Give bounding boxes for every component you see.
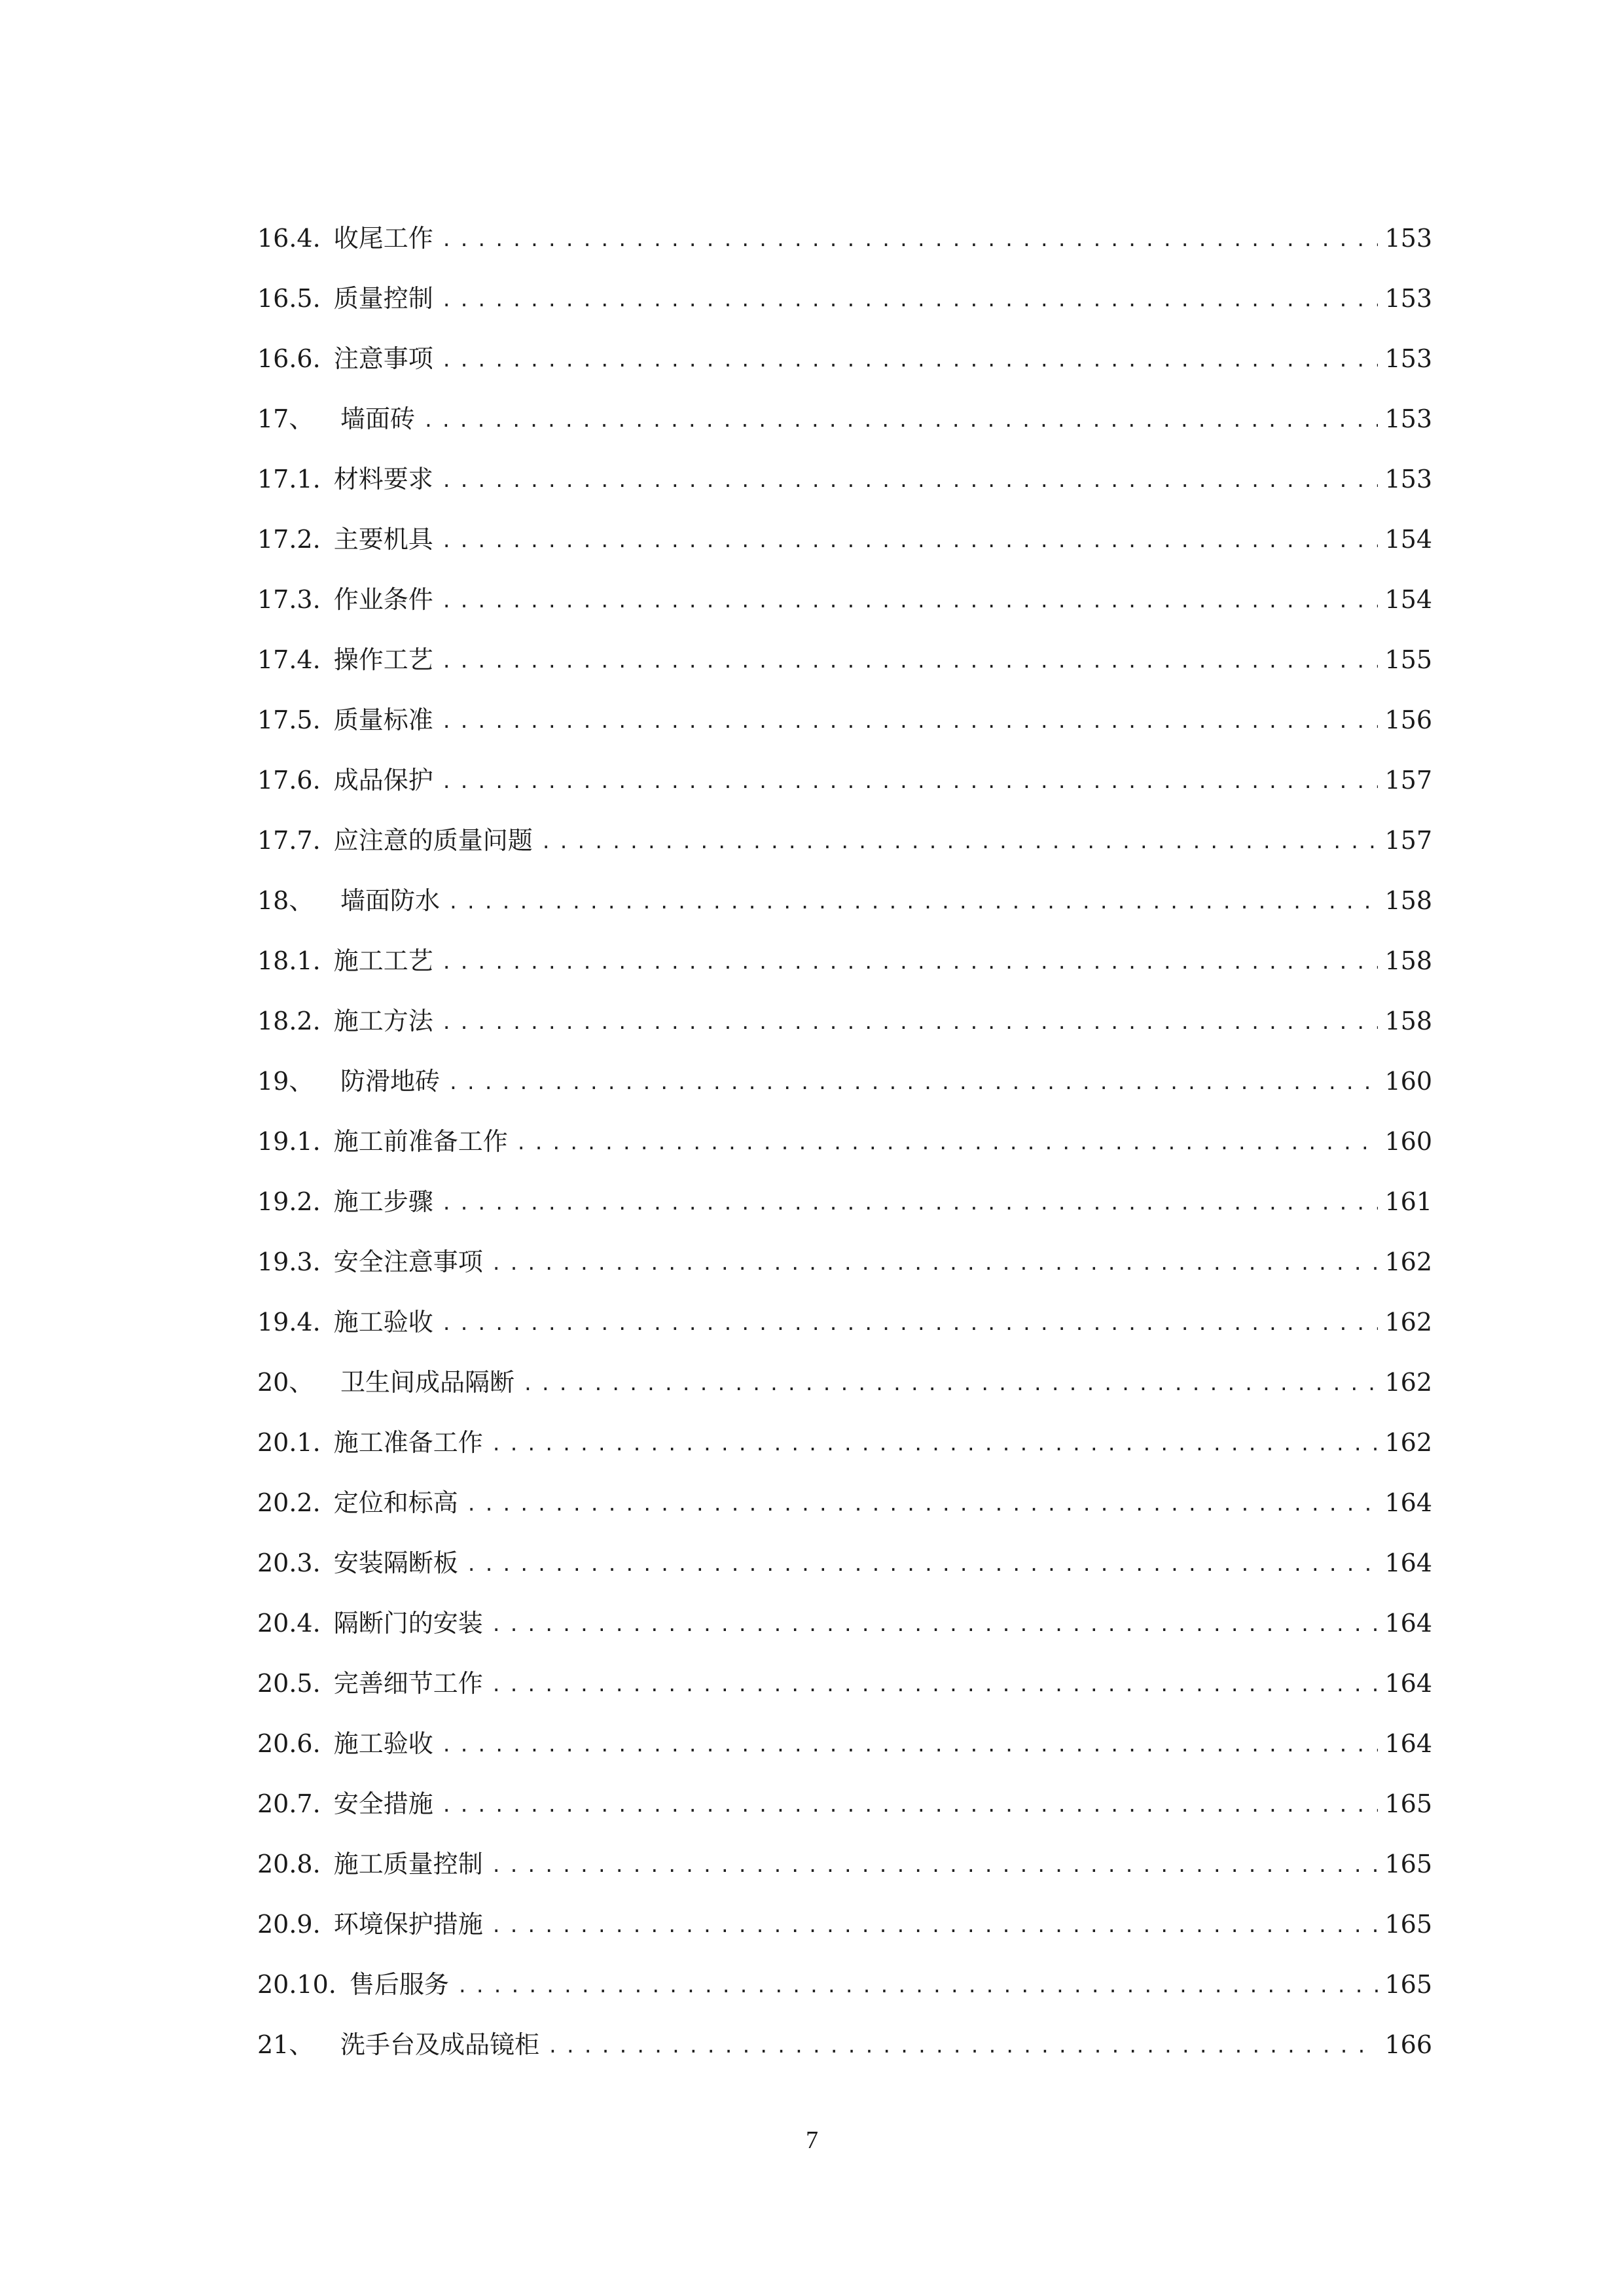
toc-entry-page: 155 — [1384, 645, 1432, 674]
toc-entry-number: 18.1. — [257, 946, 321, 975]
toc-entry[interactable] — [257, 630, 1432, 690]
toc-entry-title: 墙面砖 — [340, 404, 416, 433]
toc-entry-title: 售后服务 — [349, 1970, 449, 1999]
toc-entry-page: 160 — [1384, 1127, 1432, 1156]
toc-dot-leader — [491, 1431, 1379, 1454]
toc-entry-number: 19.1. — [257, 1127, 321, 1156]
toc-entry[interactable] — [257, 690, 1432, 750]
toc-entry-page: 153 — [1384, 465, 1432, 493]
toc-entry-number: 19.2. — [257, 1187, 321, 1216]
toc-dot-leader — [441, 1732, 1379, 1755]
toc-entry[interactable] — [257, 2015, 1432, 2075]
toc-entry-page: 164 — [1384, 1549, 1432, 1577]
toc-entry-title: 施工工艺 — [333, 946, 433, 975]
toc-entry-title: 安全注意事项 — [333, 1247, 483, 1276]
toc-dot-leader — [441, 1311, 1379, 1333]
toc-dot-leader — [448, 889, 1378, 912]
toc-entry-number: 17.1. — [257, 465, 321, 493]
toc-entry[interactable] — [257, 1593, 1432, 1653]
toc-entry-page: 162 — [1384, 1368, 1432, 1397]
toc-entry-title: 作业条件 — [333, 585, 433, 614]
toc-entry[interactable] — [257, 750, 1432, 810]
toc-entry-page: 164 — [1384, 1609, 1432, 1638]
toc-entry[interactable] — [257, 449, 1432, 509]
toc-entry[interactable] — [257, 1051, 1432, 1111]
toc-entry-page: 165 — [1384, 1789, 1432, 1818]
toc-dot-leader — [491, 1853, 1379, 1875]
toc-entry-page: 164 — [1384, 1669, 1432, 1698]
toc-entry[interactable] — [257, 1954, 1432, 2015]
toc-dot-leader — [491, 1612, 1379, 1634]
toc-dot-leader — [441, 528, 1379, 550]
toc-entry-number: 20.3. — [257, 1549, 321, 1577]
toc-dot-leader — [448, 1070, 1378, 1092]
toc-entry-number: 20.8. — [257, 1850, 321, 1878]
toc-entry-title: 安装隔断板 — [333, 1549, 458, 1577]
toc-entry-page: 165 — [1384, 1970, 1432, 1999]
toc-entry-number: 20.1. — [257, 1428, 321, 1457]
toc-dot-leader — [441, 1793, 1379, 1815]
toc-entry-page: 157 — [1384, 826, 1432, 855]
toc-entry[interactable] — [257, 1653, 1432, 1713]
toc-entry-page: 153 — [1384, 404, 1432, 433]
toc-entry-title: 施工前准备工作 — [333, 1127, 508, 1156]
toc-entry-title: 墙面防水 — [340, 886, 441, 915]
toc-entry-title: 施工验收 — [333, 1729, 433, 1758]
toc-dot-leader — [516, 1130, 1379, 1153]
toc-entry-page: 160 — [1384, 1067, 1432, 1096]
toc-entry-title: 材料要求 — [333, 465, 433, 493]
toc-entry[interactable] — [257, 1834, 1432, 1894]
toc-entry-title: 质量控制 — [333, 284, 433, 313]
toc-entry-page: 165 — [1384, 1910, 1432, 1939]
toc-entry-title: 安全措施 — [333, 1789, 433, 1818]
toc-entry[interactable] — [257, 991, 1432, 1051]
toc-entry-title: 应注意的质量问题 — [333, 826, 533, 855]
toc-dot-leader — [423, 408, 1378, 430]
toc-entry[interactable] — [257, 870, 1432, 931]
toc-dot-leader — [491, 1251, 1379, 1273]
toc-entry-title: 卫生间成品隔断 — [340, 1368, 515, 1397]
toc-entry-page: 164 — [1384, 1488, 1432, 1517]
toc-entry-number: 16.4. — [257, 224, 321, 253]
toc-dot-leader — [441, 588, 1379, 611]
toc-entry[interactable] — [257, 810, 1432, 870]
toc-entry-number: 20.5. — [257, 1669, 321, 1698]
toc-entry-page: 158 — [1384, 886, 1432, 915]
toc-dot-leader — [547, 2034, 1378, 2056]
toc-entry-page: 153 — [1384, 284, 1432, 313]
toc-entry[interactable] — [257, 1412, 1432, 1473]
toc-entry[interactable] — [257, 208, 1432, 268]
toc-dot-leader — [466, 1492, 1379, 1514]
toc-entry[interactable] — [257, 1533, 1432, 1593]
toc-dot-leader — [491, 1672, 1379, 1695]
toc-entry-title: 收尾工作 — [333, 224, 433, 253]
toc-entry-page: 158 — [1384, 946, 1432, 975]
toc-entry-title: 施工步骤 — [333, 1187, 433, 1216]
toc-entry[interactable] — [257, 1352, 1432, 1412]
toc-entry-title: 质量标准 — [333, 706, 433, 734]
toc-entry-page: 154 — [1384, 585, 1432, 614]
toc-entry-title: 注意事项 — [333, 344, 433, 373]
toc-entry-page: 158 — [1384, 1007, 1432, 1035]
toc-entry-title: 洗手台及成品镜柜 — [340, 2030, 540, 2059]
toc-entry-title: 完善细节工作 — [333, 1669, 483, 1698]
toc-dot-leader — [491, 1913, 1379, 1935]
toc-entry[interactable] — [257, 1292, 1432, 1352]
toc-entry-page: 156 — [1384, 706, 1432, 734]
toc-entry-title: 主要机具 — [333, 525, 433, 554]
toc-entry-page: 165 — [1384, 1850, 1432, 1878]
toc-dot-leader — [441, 1191, 1379, 1213]
toc-entry-number: 20.2. — [257, 1488, 321, 1517]
toc-entry-number: 20.7. — [257, 1789, 321, 1818]
toc-entry-number: 17.3. — [257, 585, 321, 614]
toc-entry-page: 154 — [1384, 525, 1432, 554]
toc-entry-number: 17.4. — [257, 645, 321, 674]
toc-entry[interactable] — [257, 1111, 1432, 1172]
toc-entry-page: 157 — [1384, 766, 1432, 795]
toc-entry-number: 17.2. — [257, 525, 321, 554]
toc-entry-number: 19、 — [257, 1067, 314, 1096]
toc-entry[interactable] — [257, 509, 1432, 569]
toc-entry-title: 成品保护 — [333, 766, 433, 795]
toc-entry-page: 162 — [1384, 1247, 1432, 1276]
toc-entry[interactable] — [257, 329, 1432, 389]
toc-entry-number: 20.4. — [257, 1609, 321, 1638]
toc-entry-number: 16.6. — [257, 344, 321, 373]
toc-entry[interactable] — [257, 389, 1432, 449]
toc-entry[interactable] — [257, 1713, 1432, 1774]
toc-entry[interactable] — [257, 1172, 1432, 1232]
toc-list — [257, 208, 1432, 2075]
toc-dot-leader — [441, 769, 1379, 791]
toc-entry-title: 施工方法 — [333, 1007, 433, 1035]
toc-entry-page: 164 — [1384, 1729, 1432, 1758]
toc-entry-number: 20.6. — [257, 1729, 321, 1758]
toc-entry[interactable] — [257, 1894, 1432, 1954]
toc-entry-number: 19.3. — [257, 1247, 321, 1276]
toc-entry-number: 17、 — [257, 404, 314, 433]
toc-dot-leader — [441, 950, 1379, 972]
toc-entry-number: 18、 — [257, 886, 314, 915]
toc-entry-number: 17.6. — [257, 766, 321, 795]
toc-entry[interactable] — [257, 931, 1432, 991]
page-number: 7 — [806, 2126, 818, 2154]
toc-entry-page: 162 — [1384, 1308, 1432, 1336]
toc-entry-title: 环境保护措施 — [333, 1910, 483, 1939]
toc-dot-leader — [441, 287, 1379, 310]
toc-entry-number: 17.7. — [257, 826, 321, 855]
toc-entry-page: 153 — [1384, 224, 1432, 253]
toc-entry-title: 隔断门的安装 — [333, 1609, 483, 1638]
toc-entry[interactable] — [257, 268, 1432, 329]
toc-entry-number: 19.4. — [257, 1308, 321, 1336]
toc-entry[interactable] — [257, 569, 1432, 630]
toc-entry-number: 20.9. — [257, 1910, 321, 1939]
toc-entry-page: 153 — [1384, 344, 1432, 373]
toc-entry[interactable] — [257, 1232, 1432, 1292]
toc-dot-leader — [466, 1552, 1379, 1574]
toc-dot-leader — [457, 1973, 1379, 1996]
toc-dot-leader — [441, 709, 1379, 731]
toc-entry[interactable] — [257, 1473, 1432, 1533]
toc-entry-title: 施工质量控制 — [333, 1850, 483, 1878]
toc-entry-page: 166 — [1384, 2030, 1432, 2059]
toc-entry-title: 施工验收 — [333, 1308, 433, 1336]
toc-entry-page: 162 — [1384, 1428, 1432, 1457]
toc-entry[interactable] — [257, 1774, 1432, 1834]
toc-dot-leader — [441, 649, 1379, 671]
toc-entry-number: 21、 — [257, 2030, 314, 2059]
toc-dot-leader — [441, 227, 1379, 249]
toc-entry-title: 防滑地砖 — [340, 1067, 441, 1096]
toc-entry-page: 161 — [1384, 1187, 1432, 1216]
table-of-contents — [257, 208, 1432, 2075]
toc-entry-number: 16.5. — [257, 284, 321, 313]
toc-entry-number: 20、 — [257, 1368, 314, 1397]
toc-dot-leader — [441, 1010, 1379, 1032]
toc-dot-leader — [441, 468, 1379, 490]
toc-dot-leader — [522, 1371, 1378, 1393]
toc-entry-title: 操作工艺 — [333, 645, 433, 674]
toc-entry-number: 20.10. — [257, 1970, 336, 1999]
toc-entry-number: 17.5. — [257, 706, 321, 734]
toc-entry-title: 定位和标高 — [333, 1488, 458, 1517]
toc-entry-title: 施工准备工作 — [333, 1428, 483, 1457]
toc-dot-leader — [541, 829, 1379, 852]
toc-dot-leader — [441, 348, 1379, 370]
toc-entry-number: 18.2. — [257, 1007, 321, 1035]
